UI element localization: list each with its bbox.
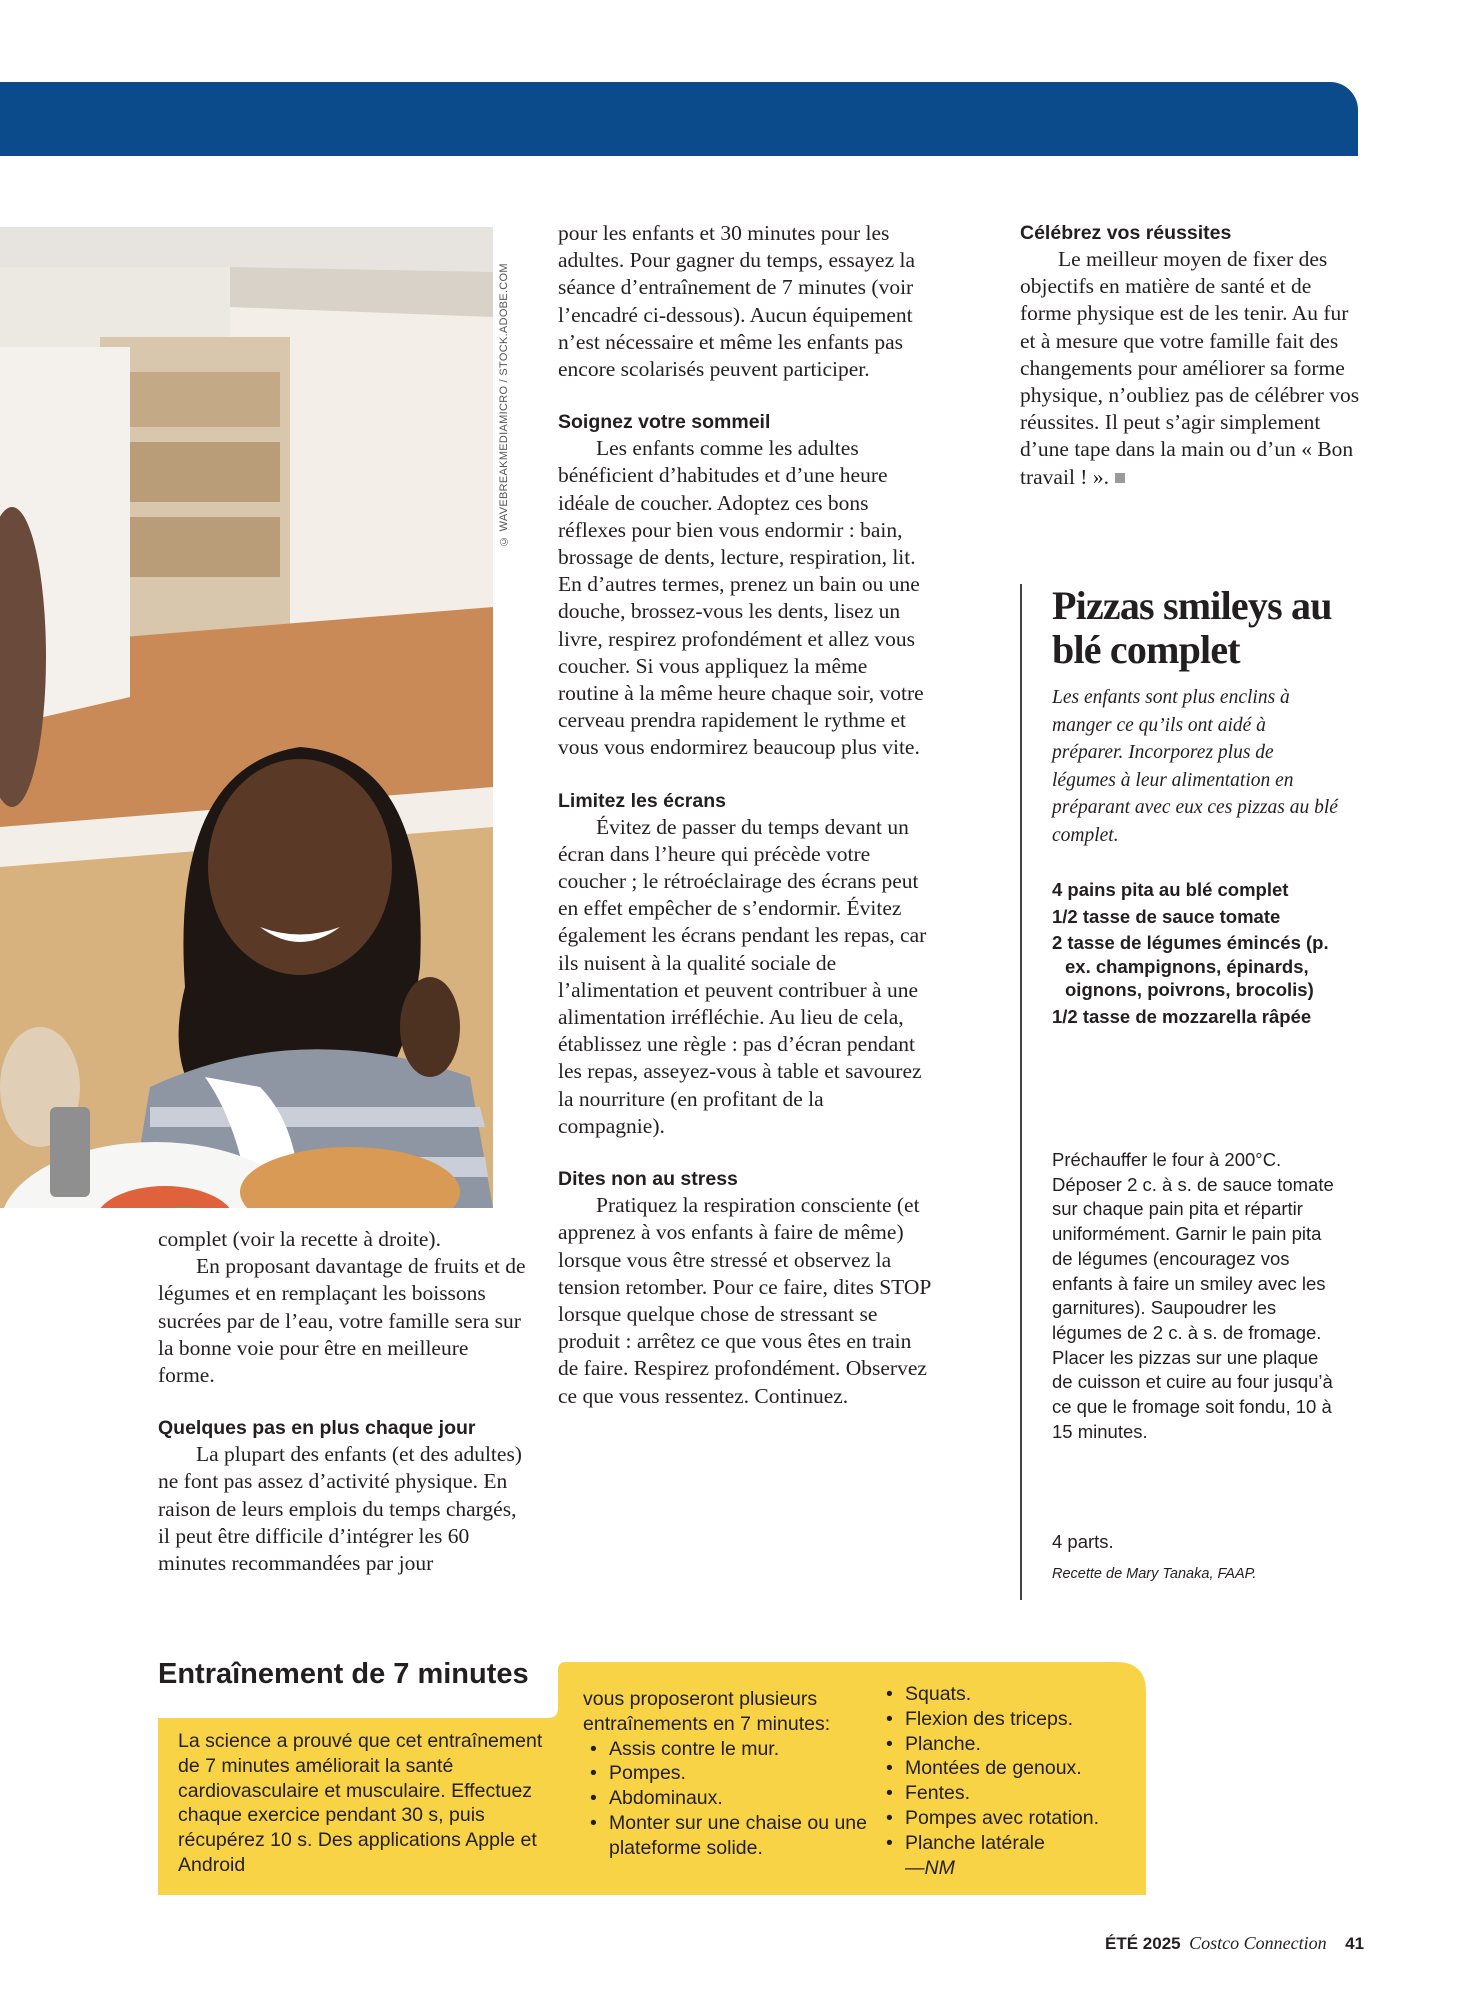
col2-paragraph: pour les enfants et 30 minutes pour les adultes. Pour gagner du temps, essayez la séance d’entraînement de 7 minutes (voir l’encadré ci-dessous). Aucun équipement n’est nécessaire et même les enfants pas encore scolarisés peuvent participer. [558, 221, 916, 382]
workout-intro-continued: vous proposeront plusieurs entraînements en 7 minutes: [583, 1688, 831, 1735]
recipe-title: Pizzas smileys au blé complet [1052, 583, 1332, 672]
footer-season: ÉTÉ 2025 [1105, 1934, 1181, 1953]
exercise-item: • Abdominaux. [583, 1786, 883, 1811]
column-1 [158, 1226, 528, 1577]
ingredient-item: 1/2 tasse de mozzarella râpée [1052, 1005, 1312, 1027]
photo-credit: © WAVEBREAKMEDIAMICRO / STOCK.ADOBE.COM [498, 263, 510, 547]
col1-paragraph: La plupart des enfants (et des adultes) ne font pas assez d’activité physique. En raison de leurs emplois du temps chargés, il peut être difficile d’intégrer les 60 minutes recommandées par jour [158, 1442, 522, 1576]
exercise-item: • Montées de genoux. [886, 1756, 1136, 1781]
recipe-directions: Préchauffer le four à 200°C. Déposer 2 c. à s. de sauce tomate sur chaque pain pita et répartir uniformément. Garnir le pain pita de légumes (encouragez vos enfants à faire un smiley avec les garnitures). Saupoudrer les légumes de 2 c. à s. de fromage. Placer les pizzas sur une plaque de cuisson et cuire au four jusqu’à ce que le fromage soit fondu, 10 à 15 minutes. [1052, 1149, 1334, 1442]
section-heading: Célébrez vos réussites [1020, 222, 1232, 244]
workout-signature: —NM [905, 1856, 955, 1879]
col1-paragraph: complet (voir la recette à droite). [158, 1227, 441, 1251]
page-footer [1105, 1933, 1364, 1954]
exercise-item: • Pompes. [583, 1761, 883, 1786]
section-heading: Dites non au stress [558, 1168, 738, 1191]
section-heading: Limitez les écrans [558, 789, 726, 812]
workout-box [158, 1662, 1146, 1895]
exercise-item: • Flexion des triceps. [886, 1707, 1136, 1732]
col2-paragraph: Évitez de passer du temps devant un écran dans l’heure qui précède votre coucher ; le rétroéclairage des écrans peut en effet empêcher de s’endormir. Évitez également les écrans pendant les repas, car ils nuisent à la qualité sociale de l’alimentation et peuvent contribuer à une alimentation irréfléchie. Au lieu de cela, établissez une règle : pas d’écran pendant les repas, asseyez-vous à table et savourez la nourriture (en profitant de la compagnie). [558, 814, 927, 1138]
exercise-item: • Planche. [886, 1732, 1136, 1757]
recipe-sidebar [1020, 584, 1342, 1600]
section-heading: Soignez votre sommeil [558, 411, 771, 434]
exercise-item: • Squats. [886, 1682, 1136, 1707]
section-heading: Quelques pas en plus chaque jour [158, 1417, 476, 1440]
recipe-intro: Les enfants sont plus enclins à manger ce qu’ils ont aidé à préparer. Incorporez plus de légumes à leur alimentation en préparant avec eux ces pizzas au blé complet. [1052, 687, 1338, 846]
workout-exercises [886, 1682, 1136, 1880]
ingredient-item: 4 pains pita au blé complet [1052, 879, 1289, 900]
header-bar [0, 82, 1358, 156]
recipe-yield: 4 parts. [1052, 1531, 1114, 1552]
exercise-item: • Monter sur une chaise ou une plateforme solide. [583, 1811, 883, 1861]
recipe-byline: Recette de Mary Tanaka, FAAP. [1052, 1566, 1257, 1582]
exercise-list-2 [886, 1682, 1136, 1856]
exercise-list-1 [583, 1737, 883, 1861]
workout-apps [583, 1687, 883, 1861]
end-mark-icon [1115, 473, 1125, 483]
photo-illustration [0, 227, 493, 1208]
col2-paragraph: Les enfants comme les adultes bénéficient d’habitudes et d’une heure idéale de coucher. Adoptez ces bons réflexes pour bien vous endormir : bain, brossage de dents, lecture, respiration, lit. En d’autres termes, prenez un bain ou une douche, brossez-vous les dents, lisez un livre, respirez profondément et allez vous coucher. Si vous appliquez la même routine à la même heure chaque soir, votre cerveau prendra rapidement le rythme et vous vous endormirez beaucoup plus vite. [558, 436, 924, 760]
col2-paragraph: Pratiquez la respiration consciente (et apprenez à vos enfants à faire de même) lorsque vous être stressé et observez la tension retomber. Pour ce faire, dites STOP lorsque quelque chose de stressant se produit : arrêtez ce que vous êtes en train de faire. Respirez profondément. Observez ce que vous ressentez. Continuez. [558, 1193, 931, 1408]
column-2 [558, 220, 933, 1410]
exercise-item: • Fentes. [886, 1781, 1136, 1806]
ingredient-item: 1/2 tasse de sauce tomate [1052, 905, 1281, 927]
col1-paragraph: En proposant davantage de fruits et de légumes et en remplaçant les boissons sucrées par de l’eau, votre famille sera sur la bonne voie pour être en meilleure forme. [158, 1254, 526, 1388]
page-number: 41 [1345, 1934, 1365, 1953]
ingredient-item: 2 tasse de légumes émincés (p. ex. champignons, épinards, oignons, poivrons, brocolis) [1052, 932, 1329, 1000]
column-3 [1020, 220, 1360, 491]
ingredient-list [1052, 878, 1342, 1031]
footer-magazine: Costco Connection [1189, 1933, 1327, 1953]
workout-title: Entraînement de 7 minutes [158, 1658, 529, 1690]
col3-paragraph: Le meilleur moyen de fixer des objectifs en matière de santé et de forme physique est de les tenir. Au fur et à mesure que votre famille fait des changements pour améliorer sa forme physique, n’oubliez pas de célébrer vos réussites. Il peut s’agir simplement d’une tape dans la main ou d’un « Bon travail ! ». [1020, 247, 1360, 489]
boy-eating-dinner-photo [0, 227, 493, 1208]
workout-intro: La science a prouvé que cet entraînement de 7 minutes améliorait la santé cardiovasculaire et musculaire. Effectuez chaque exercice pendant 30 s, puis récupérez 10 s. Des applications Apple et Android [178, 1730, 543, 1876]
exercise-item: • Assis contre le mur. [583, 1737, 883, 1762]
exercise-item: • Planche latérale [886, 1831, 1136, 1856]
exercise-item: • Pompes avec rotation. [886, 1806, 1136, 1831]
